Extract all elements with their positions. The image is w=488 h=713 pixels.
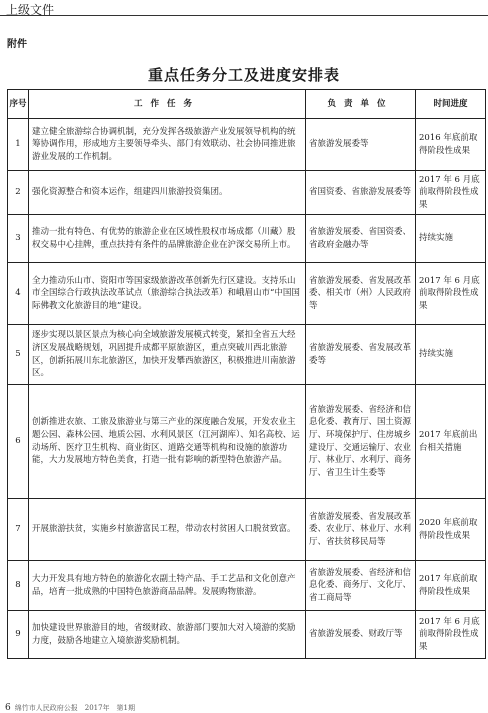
row-department: 省旅游发展委等 (306, 119, 416, 171)
header-progress: 时间进度 (416, 90, 486, 119)
row-number: 8 (8, 561, 29, 611)
page-footer (5, 704, 135, 713)
row-task: 加快建设世界旅游目的地，省级财政、旅游部门要加大对入境游的奖励力度，鼓励各地建立入境旅游奖励机制。 (29, 611, 306, 659)
row-department: 省旅游发展委、省经济和信息化委、商务厅、文化厅、省工商局等 (306, 561, 416, 611)
row-task: 强化资源整合和资本运作，组建四川旅游投资集团。 (29, 171, 306, 215)
table-row (8, 499, 486, 561)
table-row (8, 325, 486, 385)
row-progress: 2016 年底前取得阶段性成果 (416, 119, 486, 171)
row-progress: 持续实施 (416, 215, 486, 263)
header-rule (0, 15, 488, 16)
page-header (0, 0, 488, 22)
row-task: 全力推动乐山市、资阳市等国家级旅游改革创新先行区建设。支持乐山市全国综合行政执法改革试点（旅游综合执法改革）和峨眉山市“中国国际佛教文化旅游目的地”建设。 (29, 263, 306, 325)
row-number: 4 (8, 263, 29, 325)
table-header-row (8, 90, 486, 119)
row-number: 3 (8, 215, 29, 263)
page-title: 重点任务分工及进度安排表 (147, 66, 340, 84)
row-number: 1 (8, 119, 29, 171)
row-progress: 2017 年 6 月底前取得阶段性成果 (416, 611, 486, 659)
header-task: 工作任务 (29, 90, 306, 119)
row-progress: 持续实施 (416, 325, 486, 385)
table-row (8, 611, 486, 659)
row-number: 2 (8, 171, 29, 215)
header-num: 序号 (8, 90, 29, 119)
attachment-label: 附件 (7, 39, 27, 50)
row-number: 6 (8, 385, 29, 499)
table-row (8, 561, 486, 611)
row-department: 省国资委、省旅游发展委等 (306, 171, 416, 215)
row-task: 逐步实现以景区景点为核心向全域旅游发展模式转变，紧扣全省五大经济区发展战略规划，巩固提升成都平原旅游区，重点突破川西北旅游区，创新拓展川东北旅游区，加快开发攀西旅游区，积极推进川南旅游区。 (29, 325, 306, 385)
row-department: 省旅游发展委、省发展改革委、相关市（州）人民政府等 (306, 263, 416, 325)
row-number: 5 (8, 325, 29, 385)
row-progress: 2020 年底前取得阶段性成果 (416, 499, 486, 561)
row-department: 省旅游发展委、省发展改革委、农业厅、林业厅、水利厅、省扶贫移民局等 (306, 499, 416, 561)
row-number: 9 (8, 611, 29, 659)
row-number: 7 (8, 499, 29, 561)
header-dept: 负责单位 (306, 90, 416, 119)
row-department: 省旅游发展委、省国资委、省政府金融办等 (306, 215, 416, 263)
row-task: 创新推进农旅、工旅及旅游业与第三产业的深度融合发展，开发农业主题公园、森林公园、地质公园、水利风景区（江河湖库）、知名高校、运动场所、医疗卫生机构、商业街区、道路交通等机构和设施的旅游功能，大力发展地方特色美食，打造一批有影响的新型特色旅游产品。 (29, 385, 306, 499)
page-number: 6 (5, 703, 11, 713)
row-task: 开展旅游扶贫，实施乡村旅游富民工程，带动农村贫困人口脱贫致富。 (29, 499, 306, 561)
row-task: 推动一批有特色、有优势的旅游企业在区域性股权市场成都（川藏）股权交易中心挂牌，重点扶持有条件的品牌旅游企业在沪深交易所上市。 (29, 215, 306, 263)
table-row (8, 385, 486, 499)
row-task: 大力开发具有地方特色的旅游化农副土特产品、手工艺品和文化创意产品，培育一批成熟的中国特色旅游商品品牌。发展购物旅游。 (29, 561, 306, 611)
table-row (8, 171, 486, 215)
row-progress: 2017 年底前出台相关措施 (416, 385, 486, 499)
task-table (7, 89, 486, 659)
table-row (8, 263, 486, 325)
row-task: 建立健全旅游综合协调机制，充分发挥各级旅游产业发展领导机构的统筹协调作用，形成地方主要领导牵头、部门有效联动、社会协同推进旅游业发展的工作机制。 (29, 119, 306, 171)
row-progress: 2017 年 6 月底前取得阶段性成果 (416, 171, 486, 215)
row-progress: 2017 年底前取得阶段性成果 (416, 561, 486, 611)
row-department: 省旅游发展委、省经济和信息化委、教育厅、国土资源厅、环境保护厅、住房城乡建设厅、交通运输厅、农业厅、林业厅、水利厅、商务厅、省卫生计生委等 (306, 385, 416, 499)
table-row (8, 119, 486, 171)
section-label: 上级文件 (6, 3, 55, 17)
row-department: 省旅游发展委、财政厅等 (306, 611, 416, 659)
row-progress: 2017 年 6 月底前取得阶段性成果 (416, 263, 486, 325)
footer-text: 绵竹市人民政府公报 2017年 第1期 (14, 704, 136, 712)
row-department: 省旅游发展委、省发展改革委等 (306, 325, 416, 385)
table-row (8, 215, 486, 263)
